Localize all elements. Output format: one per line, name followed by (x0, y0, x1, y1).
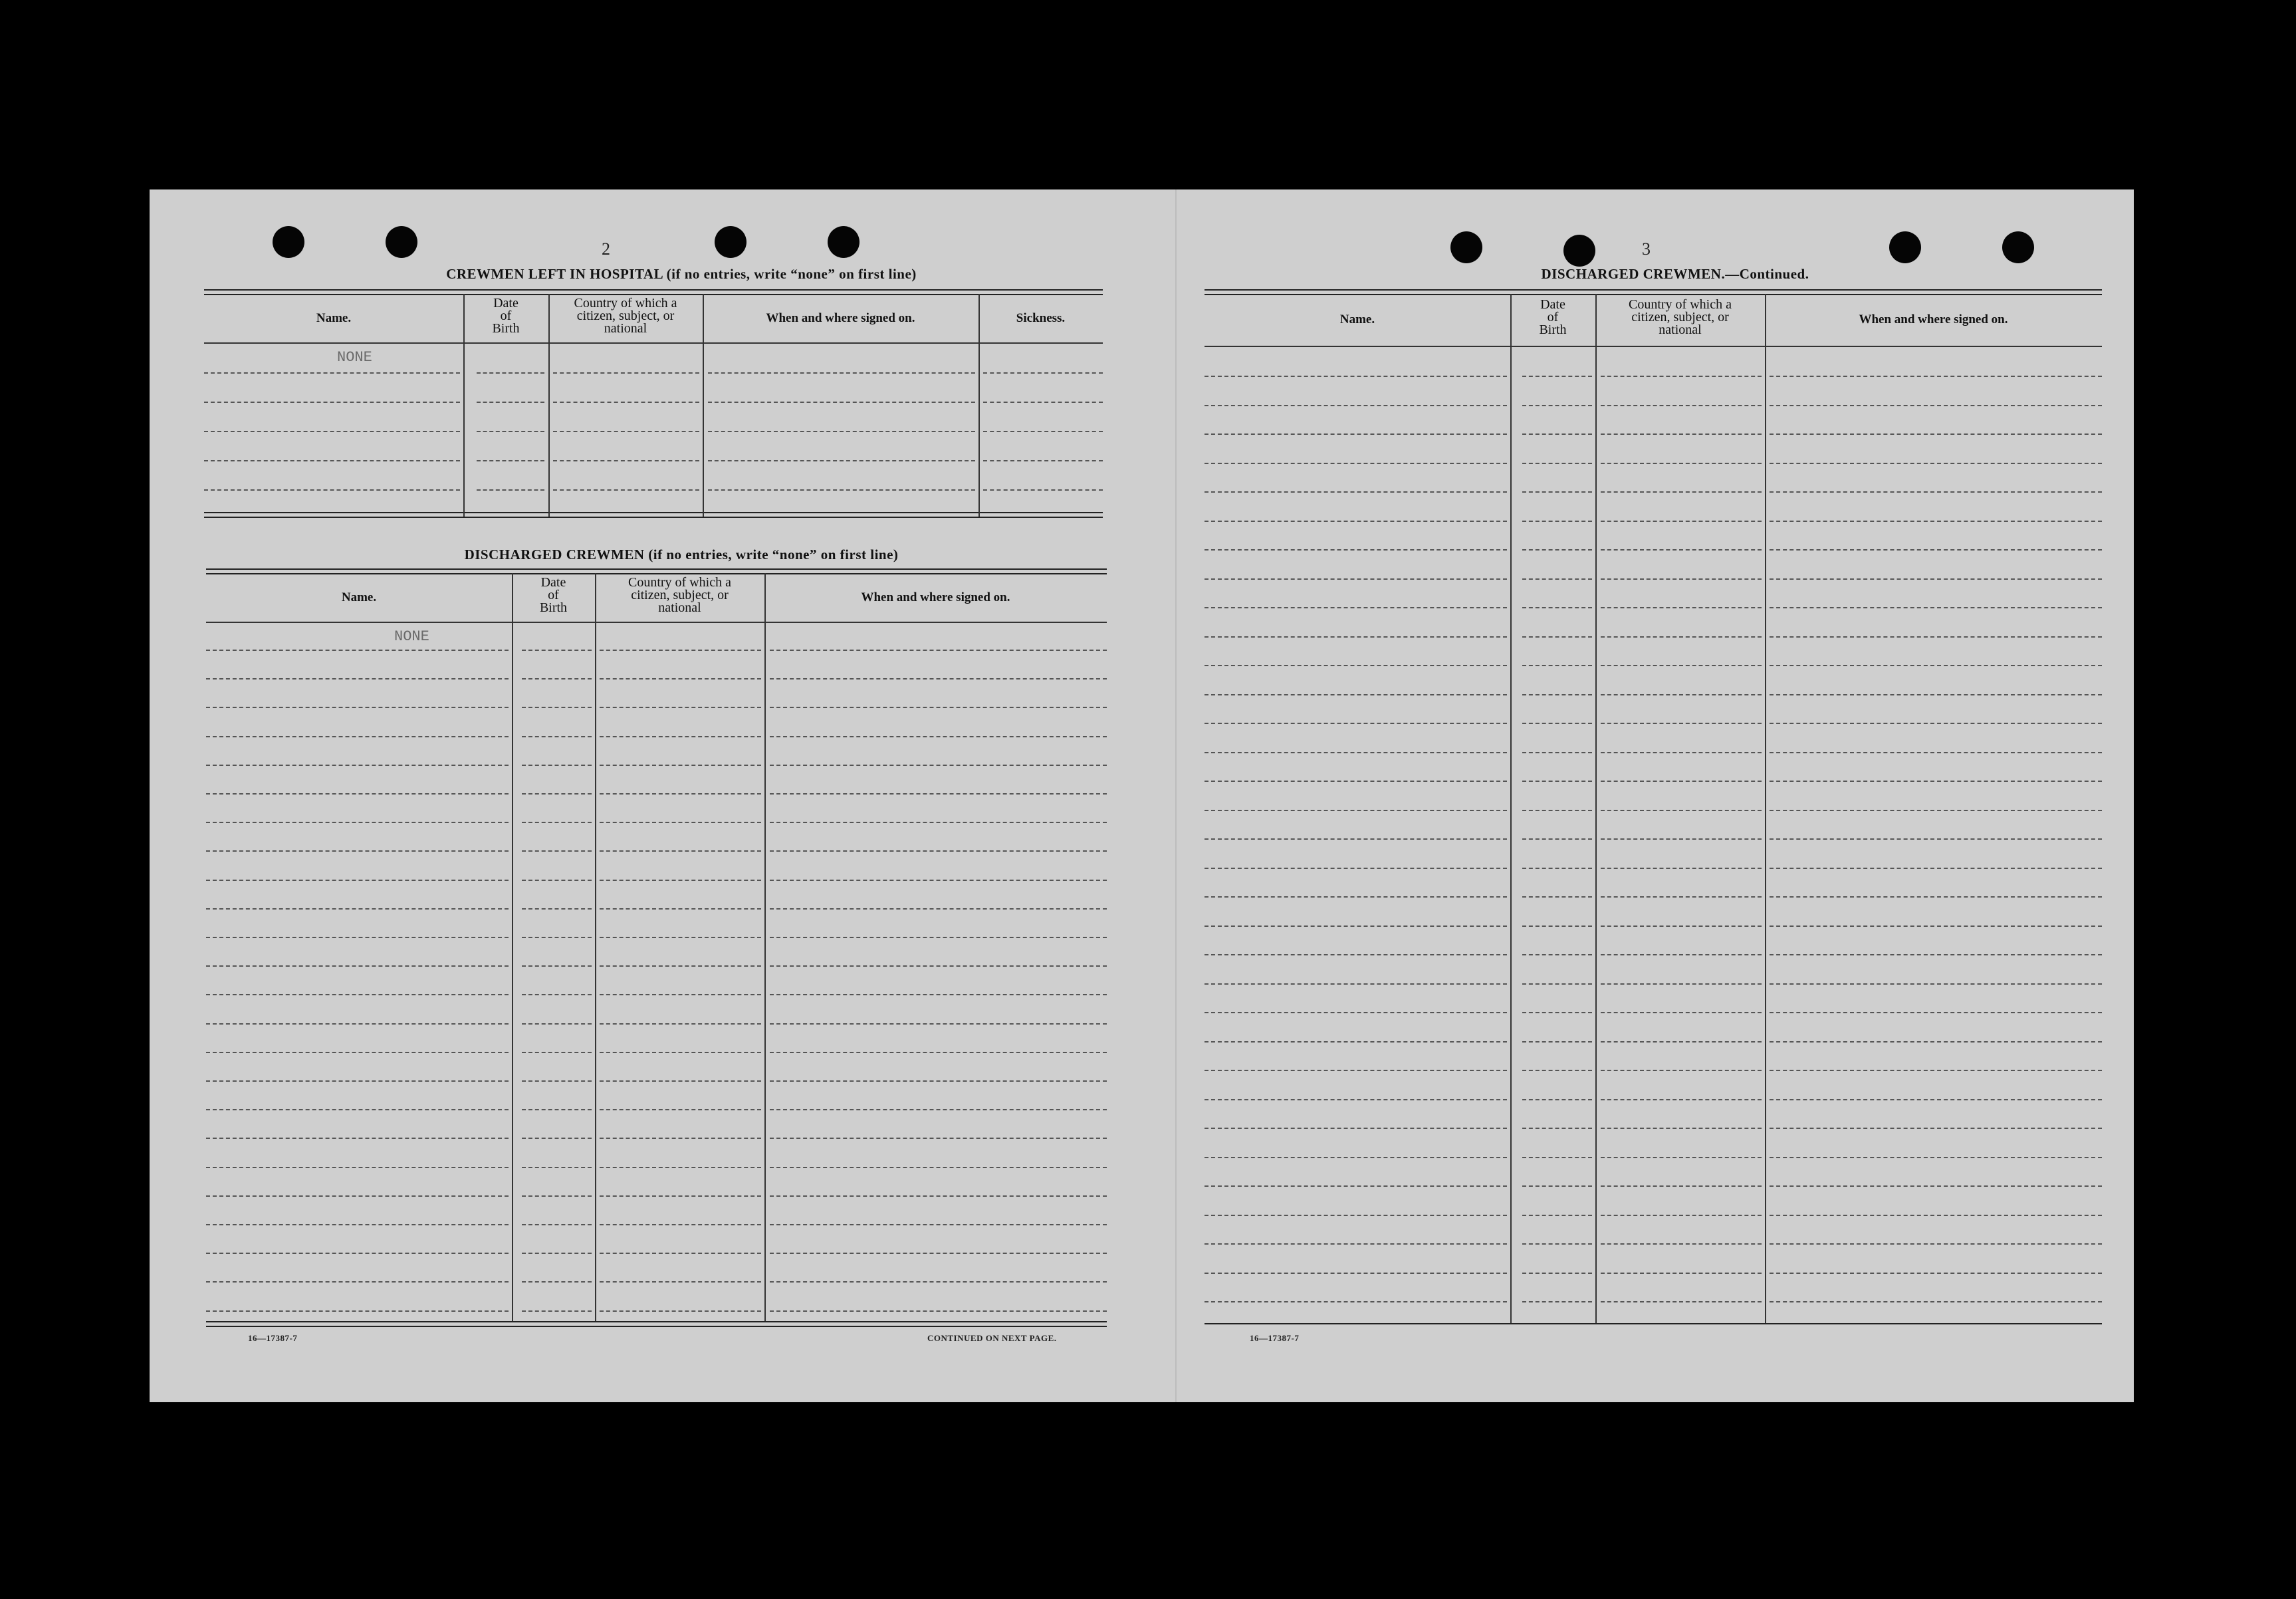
ruled-line (1205, 925, 1507, 927)
header-signed-on: When and where signed on. (766, 311, 915, 325)
ruled-line (770, 793, 1107, 795)
ruled-line (1205, 810, 1507, 811)
ruled-line (1522, 896, 1592, 898)
ruled-line (1601, 1301, 1762, 1302)
ruled-line (522, 1023, 592, 1025)
ruled-line (1601, 521, 1762, 522)
ruled-line (1770, 752, 2102, 753)
ruled-line (770, 1167, 1107, 1168)
ruled-line (206, 736, 509, 737)
ruled-line (770, 678, 1107, 679)
ruled-line (1770, 1243, 2102, 1245)
ruled-line (600, 880, 761, 881)
ruled-line (1601, 463, 1762, 464)
ruled-line (1770, 1012, 2102, 1013)
ruled-line (770, 994, 1107, 995)
ruled-line (770, 937, 1107, 938)
ruled-line (600, 1080, 761, 1082)
ruled-line (983, 372, 1103, 374)
ruled-line (1770, 578, 2102, 580)
ruled-line (600, 1109, 761, 1110)
ruled-line (1601, 868, 1762, 869)
ruled-line (600, 1167, 761, 1168)
ruled-line (522, 1224, 592, 1225)
punch-hole-6 (1563, 235, 1595, 267)
hospital-section-title: CREWMEN LEFT IN HOSPITAL (if no entries, write “none” on first line) (446, 266, 917, 282)
ruled-line (770, 1109, 1107, 1110)
discharged-section-title: DISCHARGED CREWMEN (if no entries, write “none” on first line) (464, 547, 899, 562)
ruled-line (1601, 636, 1762, 638)
ruled-line (1205, 665, 1507, 666)
ruled-line (206, 1080, 509, 1082)
ruled-line (1770, 1157, 2102, 1158)
ruled-line (206, 965, 509, 967)
discharged-table (206, 568, 1107, 1326)
ruled-line (522, 1138, 592, 1139)
ruled-line (1770, 810, 2102, 811)
ruled-line (477, 431, 544, 432)
ruled-line (1601, 925, 1762, 927)
ruled-line (1770, 549, 2102, 551)
ruled-line (522, 1281, 592, 1283)
ruled-line (1601, 954, 1762, 955)
ruled-line (206, 850, 509, 852)
ruled-line (206, 1281, 509, 1283)
punch-hole-1 (273, 226, 304, 258)
ruled-line (1770, 954, 2102, 955)
ruled-line (770, 765, 1107, 766)
ruled-line (553, 372, 699, 374)
ruled-line (204, 489, 460, 491)
ruled-line (1205, 954, 1507, 955)
ruled-line (770, 1310, 1107, 1312)
ruled-line (600, 937, 761, 938)
ruled-line (1205, 491, 1507, 493)
header-country: Country of which a citizen, subject, or national (1629, 297, 1732, 337)
ruled-line (522, 1080, 592, 1082)
ruled-line (1770, 1185, 2102, 1187)
ruled-line (1601, 1185, 1762, 1187)
ruled-line (600, 1310, 761, 1312)
punch-hole-4 (828, 226, 860, 258)
ruled-line (477, 402, 544, 403)
ruled-line (1601, 1243, 1762, 1245)
ruled-line (1601, 1128, 1762, 1129)
ruled-line (1770, 925, 2102, 927)
ruled-line (1601, 1070, 1762, 1071)
ruled-line (770, 1023, 1107, 1025)
ruled-line (553, 460, 699, 461)
ruled-line (600, 736, 761, 737)
ruled-line (1522, 752, 1592, 753)
ruled-line (770, 908, 1107, 910)
form-number: 16—17387-7 (248, 1333, 298, 1343)
ruled-line (600, 908, 761, 910)
ruled-line (522, 1167, 592, 1168)
ruled-line (1770, 433, 2102, 435)
ruled-line (522, 880, 592, 881)
continued-note: CONTINUED ON NEXT PAGE. (927, 1333, 1057, 1343)
ruled-line (1601, 983, 1762, 985)
ruled-line (1522, 1012, 1592, 1013)
ruled-line (1522, 1273, 1592, 1274)
ruled-line (206, 765, 509, 766)
ruled-line (1205, 694, 1507, 695)
discharged-continued-table (1205, 289, 2102, 1325)
header-name: Name. (1339, 312, 1375, 326)
header-country: Country of which a citizen, subject, or national (574, 296, 677, 336)
ruled-line (708, 460, 975, 461)
ruled-line (983, 460, 1103, 461)
ruled-line (1205, 549, 1507, 551)
ruled-line (983, 431, 1103, 432)
ruled-line (1601, 1215, 1762, 1216)
ruled-line (600, 1195, 761, 1197)
ruled-line (1522, 463, 1592, 464)
right-page (1177, 189, 2134, 1402)
ruled-line (1601, 578, 1762, 580)
ruled-line (1601, 1157, 1762, 1158)
ruled-line (1601, 433, 1762, 435)
ruled-line (600, 1281, 761, 1283)
ruled-line (770, 707, 1107, 708)
ruled-line (522, 707, 592, 708)
ruled-line (1522, 405, 1592, 406)
discharged-entry: NONE (394, 628, 429, 645)
ruled-line (522, 1195, 592, 1197)
ruled-line (1601, 1012, 1762, 1013)
ruled-line (1770, 1301, 2102, 1302)
ruled-line (522, 1052, 592, 1053)
punch-hole-5 (1450, 231, 1482, 263)
ruled-line (1601, 694, 1762, 695)
ruled-line (1601, 896, 1762, 898)
ruled-line (204, 372, 460, 374)
header-name: Name. (316, 311, 352, 325)
ruled-line (1522, 578, 1592, 580)
page-number: 2 (602, 239, 610, 259)
ruled-line (1205, 723, 1507, 724)
ruled-line (206, 707, 509, 708)
ruled-line (1205, 1243, 1507, 1245)
ruled-line (1522, 636, 1592, 638)
ruled-line (206, 1109, 509, 1110)
ruled-line (522, 994, 592, 995)
ruled-line (206, 1224, 509, 1225)
ruled-line (1522, 1099, 1592, 1100)
ruled-line (1770, 694, 2102, 695)
ruled-line (983, 489, 1103, 491)
ruled-line (1522, 1185, 1592, 1187)
ruled-line (1205, 636, 1507, 638)
ruled-line (600, 1023, 761, 1025)
ruled-line (770, 965, 1107, 967)
ruled-line (1522, 1157, 1592, 1158)
ruled-line (600, 793, 761, 795)
ruled-line (1601, 1099, 1762, 1100)
ruled-line (600, 765, 761, 766)
header-signed-on: When and where signed on. (861, 590, 1010, 604)
ruled-line (1770, 607, 2102, 608)
ruled-line (522, 1253, 592, 1254)
ruled-line (770, 1253, 1107, 1254)
ruled-line (1770, 868, 2102, 869)
ruled-line (770, 822, 1107, 823)
ruled-line (1205, 1157, 1507, 1158)
ruled-line (206, 822, 509, 823)
ruled-line (1205, 868, 1507, 869)
ruled-line (600, 707, 761, 708)
ruled-line (708, 372, 975, 374)
ruled-line (1770, 1041, 2102, 1043)
ruled-line (1770, 1273, 2102, 1274)
ruled-line (553, 431, 699, 432)
punch-hole-3 (715, 226, 746, 258)
ruled-line (206, 1195, 509, 1197)
ruled-line (1205, 896, 1507, 898)
ruled-line (1522, 665, 1592, 666)
ruled-line (1601, 752, 1762, 753)
ruled-line (477, 489, 544, 491)
ruled-line (1522, 810, 1592, 811)
ruled-line (522, 850, 592, 852)
ruled-line (1770, 896, 2102, 898)
header-date-of-birth: Date of Birth (1539, 297, 1567, 337)
ruled-line (1522, 491, 1592, 493)
ruled-line (522, 1109, 592, 1110)
ruled-line (600, 850, 761, 852)
ruled-line (1522, 983, 1592, 985)
ruled-line (522, 678, 592, 679)
page-number: 3 (1642, 239, 1651, 259)
ruled-line (522, 793, 592, 795)
ruled-line (1601, 781, 1762, 782)
ruled-line (600, 1224, 761, 1225)
ruled-line (522, 650, 592, 651)
ruled-line (600, 1138, 761, 1139)
left-page (150, 189, 1187, 1402)
ruled-line (1205, 1128, 1507, 1129)
ruled-line (206, 1023, 509, 1025)
ruled-line (770, 880, 1107, 881)
ruled-line (1601, 549, 1762, 551)
ruled-line (206, 1253, 509, 1254)
ruled-line (1205, 463, 1507, 464)
ruled-line (1770, 983, 2102, 985)
ruled-line (206, 1310, 509, 1312)
ruled-line (1205, 1099, 1507, 1100)
ruled-line (1205, 1273, 1507, 1274)
ruled-line (1770, 521, 2102, 522)
ruled-line (1522, 694, 1592, 695)
ruled-line (1770, 1070, 2102, 1071)
ruled-line (1205, 433, 1507, 435)
ruled-line (1205, 405, 1507, 406)
ruled-line (770, 650, 1107, 651)
ruled-line (1601, 607, 1762, 608)
ruled-line (1522, 1215, 1592, 1216)
header-signed-on: When and where signed on. (1859, 312, 2008, 326)
ruled-line (206, 908, 509, 910)
ruled-line (1770, 1215, 2102, 1216)
ruled-line (1522, 868, 1592, 869)
ruled-line (1601, 405, 1762, 406)
ruled-line (1770, 838, 2102, 840)
ruled-line (1601, 491, 1762, 493)
ruled-line (477, 372, 544, 374)
ruled-line (1205, 521, 1507, 522)
ruled-line (1205, 781, 1507, 782)
ruled-line (206, 937, 509, 938)
ruled-line (1601, 810, 1762, 811)
ruled-line (600, 1253, 761, 1254)
ruled-line (206, 1167, 509, 1168)
ruled-line (206, 880, 509, 881)
ruled-line (1205, 1301, 1507, 1302)
ruled-line (1522, 521, 1592, 522)
ruled-line (1205, 1041, 1507, 1043)
section-title: DISCHARGED CREWMEN.—Continued. (1541, 266, 1809, 282)
ruled-line (1522, 1070, 1592, 1071)
ruled-line (1522, 1128, 1592, 1129)
ruled-line (522, 908, 592, 910)
ruled-line (1522, 1041, 1592, 1043)
ruled-line (204, 402, 460, 403)
ruled-line (1205, 376, 1507, 377)
header-date-of-birth: Date of Birth (492, 296, 520, 336)
ruled-line (204, 460, 460, 461)
ruled-line (553, 402, 699, 403)
ruled-line (204, 431, 460, 432)
ruled-line (1522, 723, 1592, 724)
ruled-line (206, 678, 509, 679)
ruled-line (522, 822, 592, 823)
hospital-entry: NONE (337, 349, 372, 366)
ruled-line (600, 1052, 761, 1053)
ruled-line (1770, 636, 2102, 638)
ruled-line (477, 460, 544, 461)
ruled-line (600, 650, 761, 651)
ruled-line (1770, 781, 2102, 782)
ruled-line (770, 1080, 1107, 1082)
ruled-line (600, 822, 761, 823)
ruled-line (1601, 665, 1762, 666)
ruled-line (1770, 665, 2102, 666)
ruled-line (1205, 578, 1507, 580)
ruled-line (1522, 781, 1592, 782)
ruled-line (1522, 1243, 1592, 1245)
ruled-line (1601, 723, 1762, 724)
ruled-line (1770, 1099, 2102, 1100)
ruled-line (770, 1224, 1107, 1225)
ruled-line (1601, 376, 1762, 377)
ruled-line (1205, 1012, 1507, 1013)
header-country: Country of which a citizen, subject, or national (628, 575, 731, 615)
ruled-line (770, 1281, 1107, 1283)
ruled-line (1522, 1301, 1592, 1302)
ruled-line (1522, 607, 1592, 608)
ruled-line (1770, 463, 2102, 464)
ruled-line (770, 736, 1107, 737)
ruled-line (708, 431, 975, 432)
ruled-line (1522, 925, 1592, 927)
ruled-line (206, 1052, 509, 1053)
ruled-line (1770, 1128, 2102, 1129)
ruled-line (522, 965, 592, 967)
ruled-line (1522, 433, 1592, 435)
ruled-line (1205, 1215, 1507, 1216)
ruled-line (600, 994, 761, 995)
ruled-line (206, 650, 509, 651)
ruled-line (206, 1138, 509, 1139)
ruled-line (522, 736, 592, 737)
ruled-line (1601, 838, 1762, 840)
ruled-line (770, 1052, 1107, 1053)
ruled-line (600, 965, 761, 967)
ruled-line (1205, 1070, 1507, 1071)
ruled-line (770, 1195, 1107, 1197)
hospital-table (204, 289, 1103, 519)
ruled-line (1522, 954, 1592, 955)
ruled-line (1205, 607, 1507, 608)
ruled-line (1522, 376, 1592, 377)
ruled-line (770, 850, 1107, 852)
ruled-line (770, 1138, 1107, 1139)
punch-hole-8 (2002, 231, 2034, 263)
ruled-line (206, 994, 509, 995)
ruled-line (1770, 405, 2102, 406)
ruled-line (600, 678, 761, 679)
ruled-line (983, 402, 1103, 403)
ruled-line (1205, 838, 1507, 840)
punch-hole-7 (1889, 231, 1921, 263)
ruled-line (1205, 752, 1507, 753)
ruled-line (553, 489, 699, 491)
ruled-line (708, 402, 975, 403)
ruled-line (1522, 549, 1592, 551)
ruled-line (522, 765, 592, 766)
ruled-line (1522, 838, 1592, 840)
ruled-line (206, 793, 509, 795)
punch-hole-2 (386, 226, 417, 258)
ruled-line (522, 1310, 592, 1312)
ruled-line (1601, 1273, 1762, 1274)
ruled-line (1770, 376, 2102, 377)
ruled-line (708, 489, 975, 491)
ruled-line (1205, 1185, 1507, 1187)
header-name: Name. (341, 590, 377, 604)
header-date-of-birth: Date of Birth (539, 575, 568, 615)
header-sickness: Sickness. (1016, 311, 1066, 325)
ruled-line (1205, 983, 1507, 985)
ruled-line (1770, 491, 2102, 493)
form-number: 16—17387-7 (1250, 1333, 1300, 1343)
ruled-line (1601, 1041, 1762, 1043)
ruled-line (1770, 723, 2102, 724)
ruled-line (522, 937, 592, 938)
